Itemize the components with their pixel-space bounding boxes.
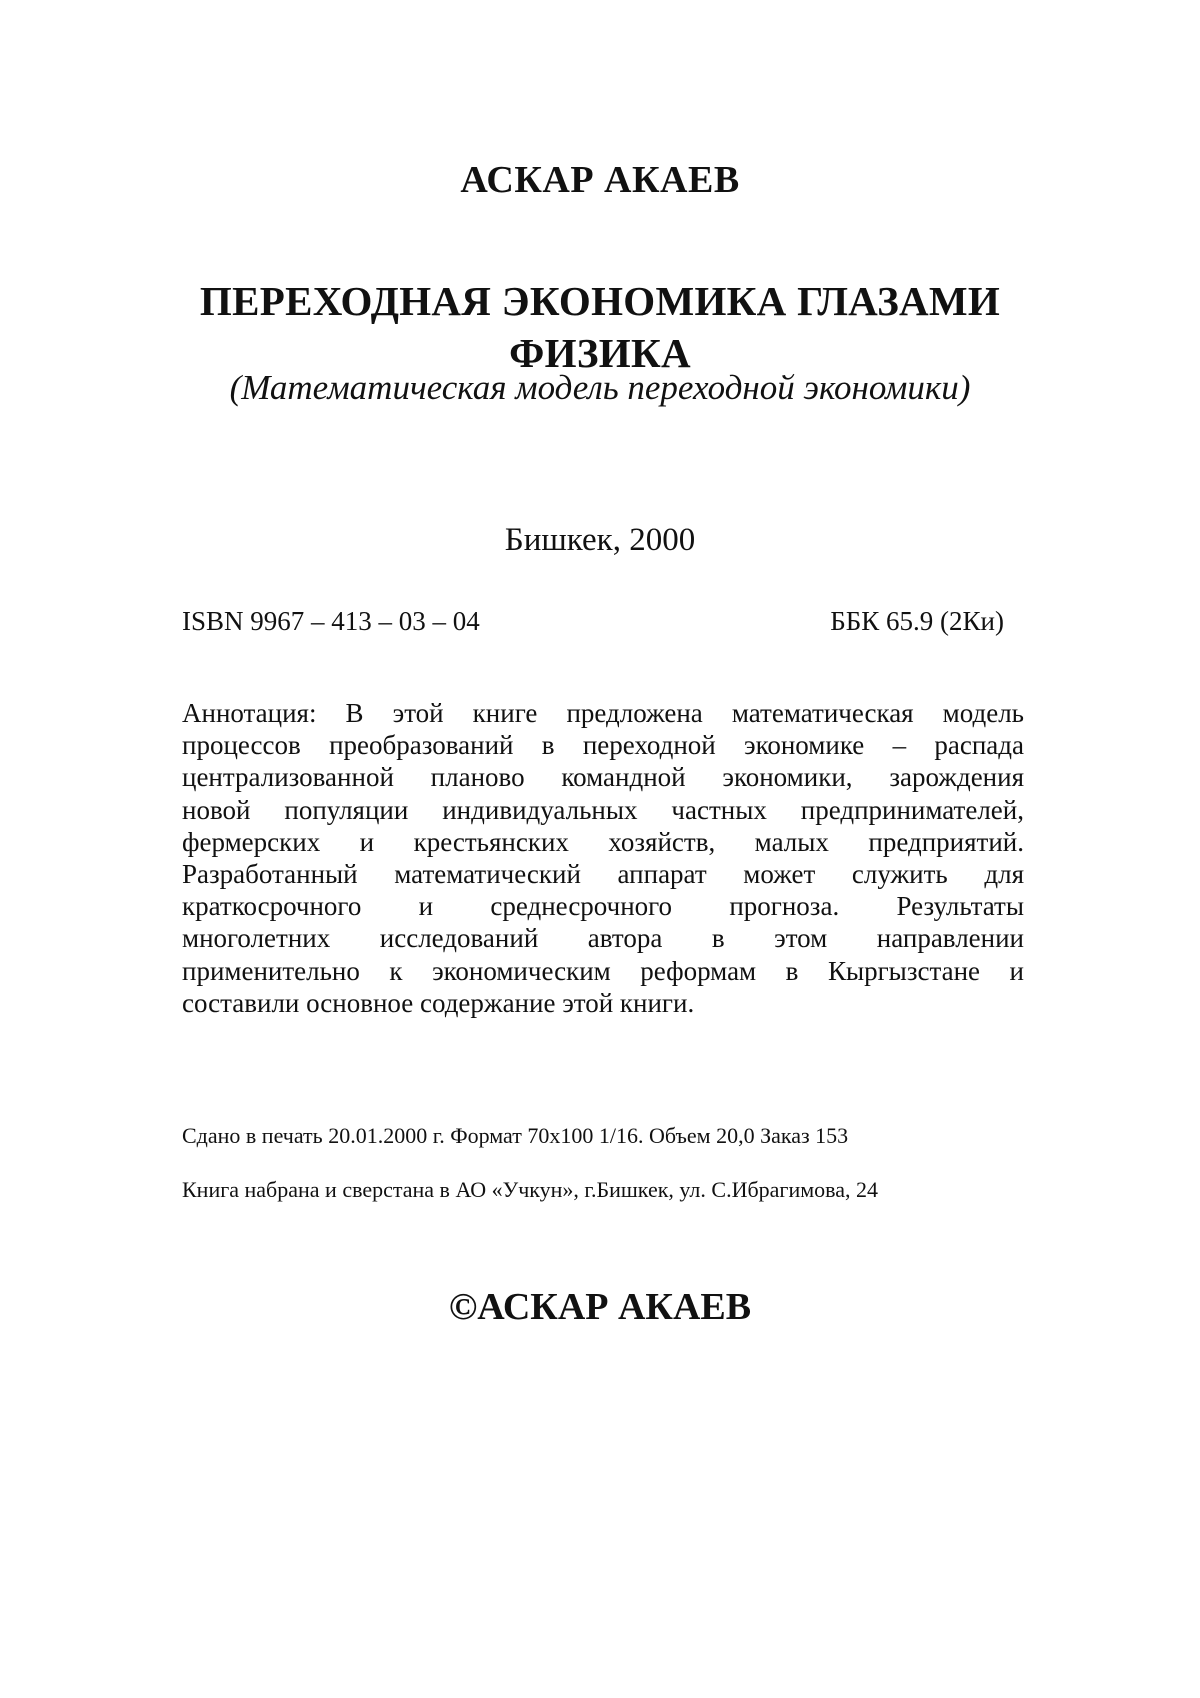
- print-details: Сдано в печать 20.01.2000 г. Формат 70х100 1/16. Объем 20,0 Заказ 153: [182, 1123, 849, 1148]
- abstract-line: краткосрочного и среднесрочного прогноза. Результаты: [182, 891, 1024, 922]
- book-title-line-1: ПЕРЕХОДНАЯ ЭКОНОМИКА ГЛАЗАМИ: [199, 278, 1001, 324]
- catalog-codes: [182, 606, 1004, 637]
- book-subtitle: (Математическая модель переходной экономики): [229, 368, 971, 407]
- book-title-line-2: ФИЗИКА: [509, 330, 691, 376]
- abstract-line: многолетних исследований автора в этом направлении: [182, 923, 1024, 954]
- isbn: ISBN 9967 – 413 – 03 – 04: [182, 606, 480, 636]
- abstract-line: процессов преобразований в переходной экономике – распада: [182, 730, 1024, 761]
- book-title: [0, 275, 1200, 379]
- abstract-line: фермерских и крестьянских хозяйств, малых предприятий.: [182, 826, 1024, 857]
- abstract-line: Аннотация: В этой книге предложена математическая модель: [182, 698, 1024, 728]
- publisher-details: Книга набрана и сверстана в АО «Учкун», г.Бишкек, ул. С.Ибрагимова, 24: [182, 1177, 879, 1202]
- abstract: [182, 697, 1024, 1019]
- bbk-code: ББК 65.9 (2Ки): [830, 606, 1004, 636]
- abstract-line: составили основное содержание этой книги.: [182, 987, 695, 1018]
- abstract-line: применительно к экономическим реформам в Кыргызстане и: [182, 955, 1024, 986]
- abstract-line: новой популяции индивидуальных частных предпринимателей,: [182, 794, 1024, 825]
- copyright-notice: ©АСКАР АКАЕВ: [448, 1286, 752, 1328]
- abstract-line: централизованной планово командной экономики, зарождения: [182, 762, 1024, 793]
- abstract-line: Разработанный математический аппарат может служить для: [182, 858, 1024, 889]
- place-and-year: Бишкек, 2000: [504, 522, 696, 558]
- author-name: АСКАР АКАЕВ: [460, 159, 740, 201]
